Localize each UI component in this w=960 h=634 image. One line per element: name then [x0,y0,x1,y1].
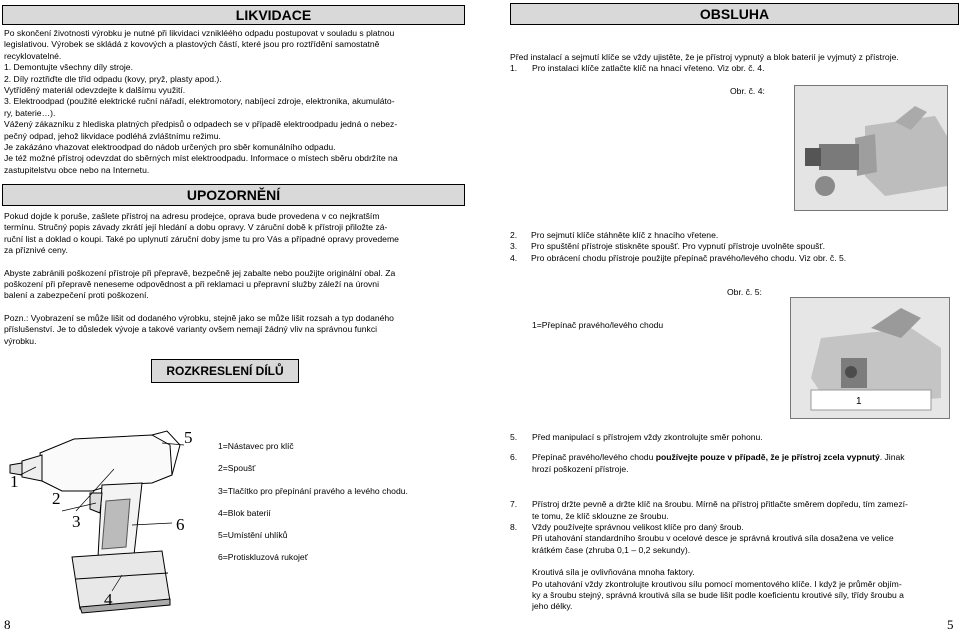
step-7 [510,499,958,522]
step-text: Pro spuštění přístroje stiskněte spoušť. Pro vypnutí přístroje uvolněte spoušť. [531,241,826,252]
callout-5: 5 [184,428,193,447]
text-line: Pozn.: Vyobrazení se může lišit od dodaného výrobku, stejně jako se může lišit rozsah a typ dodaného [4,312,394,323]
step-number: 3. [510,241,518,252]
text-line: termínu. Stručný popis závady zkrátí její hledání a dobu opravy. V záruční době k přístroji přiložte zá- [4,222,388,233]
text-line: Vážený zákazníku z hlediska platných předpisů o odpadech se v případě elektroodpadu jedná o nebez- [4,119,398,130]
figure-5-caption: 1=Přepínač pravého/levého chodu [532,320,664,330]
note-text: Po utahování vždy zkontrolujte kroutivou sílu pomocí momentového klíče. I když je průměr objím- [532,578,902,589]
text-line: Je zakázáno vhazovat elektroodpad do nádob určených pro sběr komunálního odpadu. [4,142,336,153]
text-line: příslušenství. Je to důsledek vývoje a takové varianty ovšem nemají žádný vliv na správnou funkci [4,324,378,335]
step-text: hrozí poškození přístroje. [532,463,629,474]
text-line: poškození při přepravě neneseme odpovědnost a při reklamaci u přepravní služby záleží na úrovni [4,279,379,290]
rozkresleni-title: ROZKRESLENÍ DÍLŮ [166,364,284,378]
upozorneni-text [4,211,466,347]
text-line: 3. Elektroodpad (použité elektrické ruční nářadí, elektromotory, nabíjecí zdroje, elektronika, akumuláto- [4,96,395,107]
obsluha-steps-a [510,230,958,264]
figure-4-label: Obr. č. 4: [730,86,765,96]
step-number: 2. [510,230,518,240]
legend-2: 2=Spoušť [218,463,256,473]
obsluha-intro [510,52,958,75]
step-text: Pro obrácení chodu přístroje použijte přepínač pravého/levého chodu. Viz obr. č. 5. [531,252,847,263]
step-text: Pro instalaci klíče zatlačte klíč na hnací vřeteno. Viz obr. č. 4. [532,63,765,74]
text-line: Pokud dojde k poruše, zašlete přístroj na adresu prodejce, oprava bude provedena v co nejkratším [4,211,380,221]
torque-note [510,567,958,613]
step-4 [510,253,958,264]
likvidace-text [4,28,466,176]
step-text: te tomu, že klíč sklouzne ze šroubu. [532,510,669,521]
text-line: ry, baterie…). [4,107,56,118]
figure-5-photo [790,297,950,419]
intro-text: Před instalací a sejmutí klíče se vždy ujistěte, že je přístroj vypnutý a blok baterií je vyjmutý z přístroje. [510,52,899,62]
step-8 [510,522,958,556]
note-text: jeho délky. [532,601,573,612]
text-line: zastupitelstvu obce nebo na Internetu. [4,164,150,175]
upozorneni-header [2,184,465,206]
callout-3: 3 [72,512,81,531]
step-5 [510,432,958,443]
step-number: 1. [510,63,518,74]
text-line: 2. Díly roztřiďte dle tříd odpadu (kovy, pryž, plasty apod.). [4,73,222,84]
step-number: 5. [510,432,518,442]
text-line: balení a zabezpečení proti poškození. [4,290,149,301]
text-line: Po skončení životnosti výrobku je nutné při likvidaci vznikléého odpadu postupovat v souladu s platnou [4,28,395,38]
figure-5-label: Obr. č. 5: [727,287,762,297]
text-line: 1. Demontujte všechny díly stroje. [4,62,133,73]
text-line: Abyste zabránili poškození přístroje při přepravě, bezpečně jej zabalte nebo použijte originální obal. Za [4,267,396,278]
figure-5-callout: 1 [856,396,862,407]
rozkresleni-header [151,359,299,383]
likvidace-title: LIKVIDACE [235,7,312,23]
legend-5: 5=Umístění uhlíků [218,530,288,540]
drill-with-socket-image [795,86,947,210]
legend-6: 6=Protiskluzová rukojeť [218,552,308,562]
callout-1: 1 [10,472,19,491]
step-text: Přístroj držte pevně a držte klíč na šroubu. Mírně na přístroj přitlačte směrem dopředu, tím zamezí- [532,499,908,510]
text-line: ruční list a doklad o koupi. Také po uplynutí záruční doby jsme tu pro Vás a případné opravy provedeme [4,233,399,244]
step-text: Při utahování standardního šroubu v ocelové desce je správná kroutivá síla dosažena ve velice [532,533,894,544]
page-number-right: 5 [947,617,954,632]
step-text: Vždy používejte správnou velikost klíče pro daný šroub. [532,522,744,533]
callout-4: 4 [104,590,113,609]
drill-switch-image [791,298,949,418]
obsluha-title: OBSLUHA [699,6,770,22]
step-2 [510,230,958,241]
text-line: legislativou. Výrobek se skládá z kovových a plastových částí, které jsou pro roztřídění samostatně [4,39,380,50]
callout-2: 2 [52,489,61,508]
step-text: Přepínač pravého/levého chodu [532,452,656,463]
obsluha-header [510,3,959,25]
text-line: recyklovatelné. [4,50,62,61]
step-number: 4. [510,252,518,263]
figure-4-photo [794,85,948,211]
text-line: Je též možné přístroj odevzdat do sběrných míst elektroodpadu. Informace o místech sběru obdržíte na [4,153,398,164]
text-line: za příznivé ceny. [4,245,68,256]
step-text-bold: používejte pouze v případě, že je přístroj zcela vypnutý [655,452,880,463]
step-text: Pro sejmutí klíče stáhněte klíč z hnacího vřetene. [531,230,719,240]
step-number: 8. [510,522,518,533]
note-text: Kroutivá síla je ovlivňována mnoha faktory. [532,567,695,578]
legend-3: 3=Tlačítko pro přepínání pravého a levého chodu. [218,486,408,496]
likvidace-header [2,5,465,25]
page-number-left: 8 [4,617,11,632]
step-text: Před manipulací s přístrojem vždy zkontrolujte směr pohonu. [532,432,763,442]
step-3 [510,241,958,252]
step-text: krátkém čase (zhruba 0,1 – 0,2 sekundy). [532,544,691,555]
step-text: . Jinak [879,452,905,463]
legend-4: 4=Blok baterií [218,508,271,518]
step-number: 6. [510,452,518,463]
callout-6: 6 [176,515,185,534]
note-text: ky a šroubu stejný, správná kroutivá síla se bude lišit podle koeficientu kroutivé síly, třídy šroubu a [532,590,904,601]
text-line: pečný odpad, jehož likvidace podléhá zvláštnímu režimu. [4,130,221,141]
step-number: 7. [510,499,518,510]
obsluha-steps-b [510,432,958,613]
legend-1: 1=Nástavec pro klíč [218,441,294,451]
text-line: Vytříděný materiál odevzdejte k dalšímu využití. [4,85,186,96]
text-line: výrobku. [4,335,37,346]
upozorneni-title: UPOZORNĚNÍ [186,187,281,203]
step-6 [510,452,958,475]
